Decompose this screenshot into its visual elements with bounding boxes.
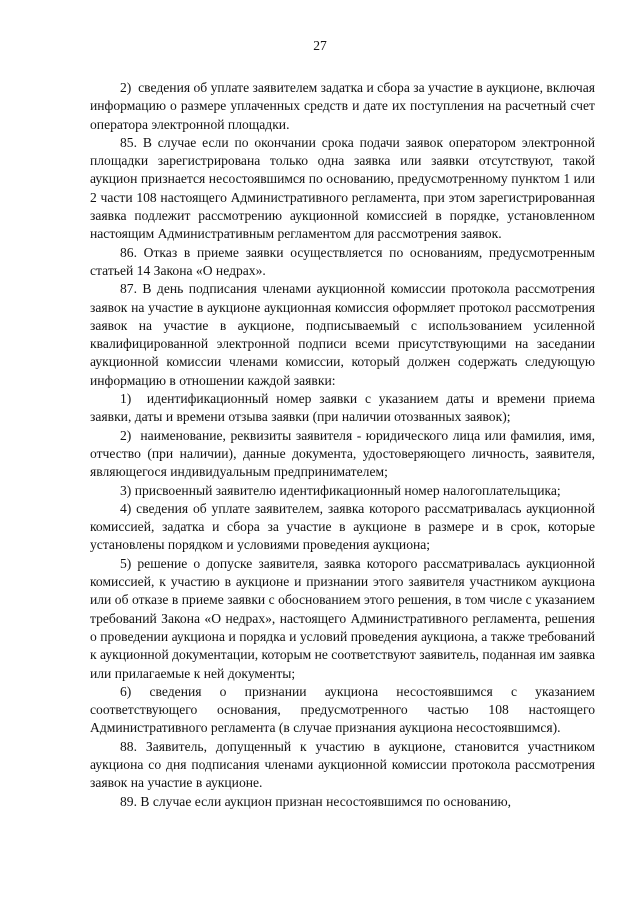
paragraph: 88. Заявитель, допущенный к участию в аукционе, становится участником аукциона со дня подписания членами аукционной комиссии протокола рассмотрения заявок на участие в аукционе. — [90, 738, 595, 791]
paragraph: 5) решение о допуске заявителя, заявка которого рассматривалась аукционной комиссией, к участию в аукционе и признании этого заявителя участником аукциона или об отказе в приеме заявки с обоснованием этого решения, в том числе с указанием требований Закона «О недрах», настоящего Административного регламента, решения о проведении аукциона и порядка и условий проведения аукциона, а также требований к аукционной документации, которым не соответствуют заявитель, поданная им заявка или прилагаемые к ней документы; — [90, 555, 595, 681]
paragraph: 2) наименование, реквизиты заявителя - юридического лица или фамилия, имя, отчество (при наличии), данные документа, удостоверяющего личность, заявителя, являющегося индивидуальным предпринимателем; — [90, 427, 595, 480]
paragraph: 87. В день подписания членами аукционной комиссии протокола рассмотрения заявок на участие в аукционе аукционная комиссия оформляет протокол рассмотрения заявок на участие в аукционе, подписываемый с использованием усиленной квалифицированной электронной подписи всеми присутствующими на заседании аукционной комиссии членами комиссии, который должен содержать следующую информацию в отношении каждой заявки: — [90, 281, 595, 388]
paragraph: 3) присвоенный заявителю идентификационный номер налогоплательщика; — [120, 482, 561, 498]
page-number: 27 — [313, 38, 327, 53]
paragraph: 4) сведения об уплате заявителем, заявка которого рассматривалась аукционной комиссией, задатка и сбора за участие в аукционе в размере и в срок, которые установлены порядком и условиями проведения аукциона; — [90, 500, 595, 553]
paragraph: 86. Отказ в приеме заявки осуществляется по основаниям, предусмотренным статьей 14 Закона «О недрах». — [90, 244, 595, 278]
paragraph: 89. В случае если аукцион признан несостоявшимся по основанию, — [120, 793, 512, 809]
paragraph: 1) идентификационный номер заявки с указанием даты и времени приема заявки, даты и времени отзыва заявки (при наличии отозванных заявок); — [90, 391, 595, 425]
paragraph: 2) сведения об уплате заявителем задатка и сбора за участие в аукционе, включая информацию о размере уплаченных средств и дате их поступления на расчетный счет оператора электронной площадки. — [90, 80, 595, 132]
document-body — [90, 79, 595, 811]
paragraph: 6) сведения о признании аукциона несостоявшимся с указанием соответствующего основания, предусмотренного частью 108 настоящего Административного регламента (в случае признания аукциона несостоявшимся). — [90, 683, 595, 736]
paragraph: 85. В случае если по окончании срока подачи заявок оператором электронной площадки зарегистрирована только одна заявка или заявки отсутствуют, такой аукцион признается несостоявшимся по основанию, предусмотренному пунктом 1 или 2 части 108 настоящего Административного регламента, при этом зарегистрированная заявка подлежит рассмотрению аукционной комиссией в порядке, установленном настоящим Административным регламентом для рассмотрения заявок. — [90, 134, 595, 242]
